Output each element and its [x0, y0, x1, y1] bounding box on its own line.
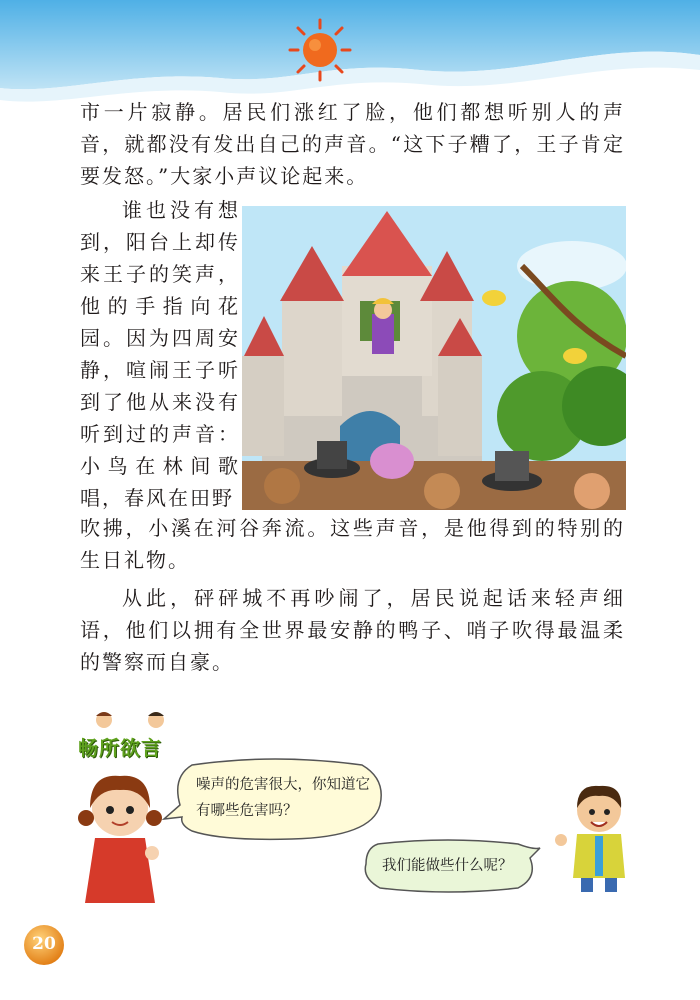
boy-character — [555, 778, 640, 893]
story-paragraph-2-side: 谁也没有想到，阳台上却传来王子的笑声，他的手指向花园。因为四周安静，喧闹王子听到了他从来没有听到过的声音：小鸟在林间歌唱，春风在田野 — [80, 198, 240, 510]
story-paragraph-1: 市一片寂静。居民们涨红了脸，他们都想听别人的声音，就都没有发出自己的声音。“这下子糟了，王子肯定要发怒。”大家小声议论起来。 — [80, 100, 625, 188]
girl-character — [70, 768, 170, 908]
girl-question: 噪声的危害很大，你知道它有哪些危害吗？ — [196, 777, 370, 819]
sun-icon — [288, 18, 352, 82]
page-number: 20 — [32, 934, 56, 954]
story-paragraph-2-full: 吹拂，小溪在河谷奔流。这些声音，是他得到的特别的生日礼物。 — [80, 516, 625, 572]
story-paragraph-3: 从此，砰砰城不再吵闹了，居民说起话来轻声细语，他们以拥有全世界最安静的鸭子、哨子吹得最温柔的警察而自豪。 — [80, 586, 625, 674]
section-title: 畅所欲言 — [78, 736, 162, 760]
boy-question: 我们能做些什么呢？ — [382, 858, 513, 874]
castle-illustration — [242, 206, 626, 510]
